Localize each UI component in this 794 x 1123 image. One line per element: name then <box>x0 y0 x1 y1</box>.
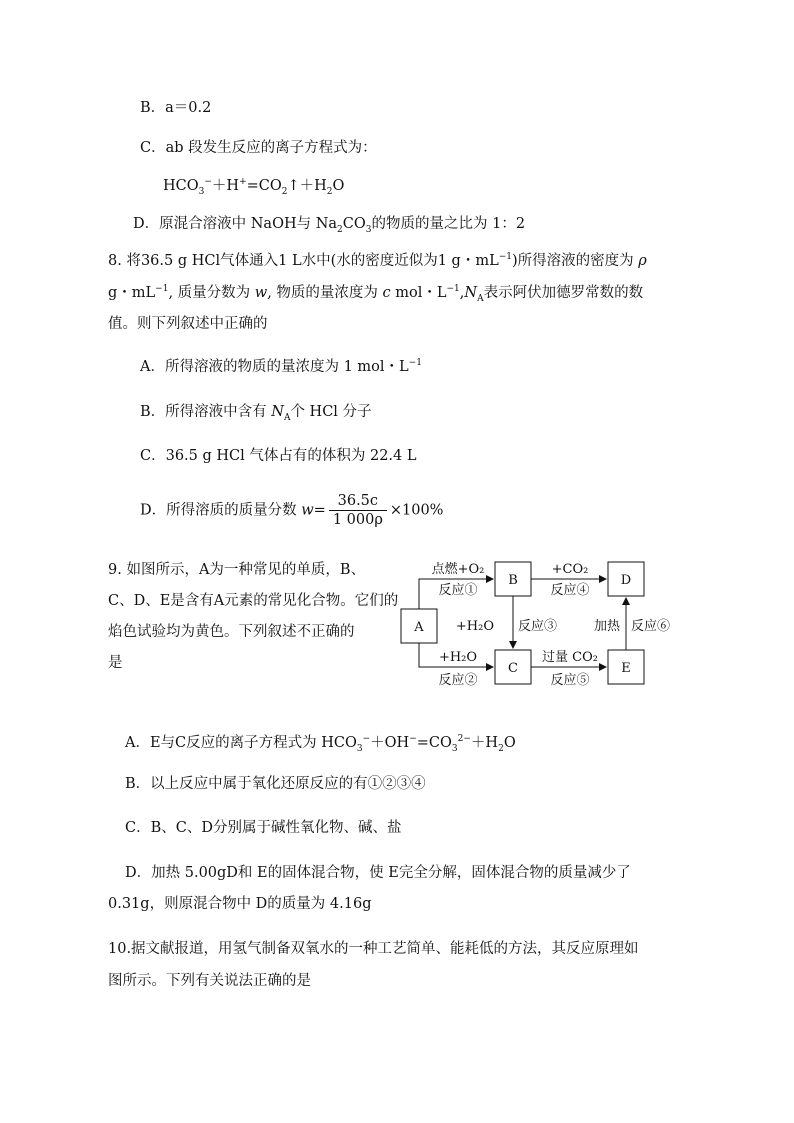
node-a-label: A <box>414 620 424 635</box>
q8-stem-line2: g・$mL^{-1}$, 质量分数为 w, 物质的量浓度为 c mol・$L^{-1},N_A$表示阿伏加德罗常数的数 <box>108 284 644 304</box>
node-c-label: C <box>508 661 518 676</box>
q9-option-a: A．E与C反应的离子方程式为 $HCO_3^-+OH^-=CO_3^{2-}+H_2O$ <box>125 734 516 754</box>
r4-label: 反应④ <box>550 583 590 598</box>
q8-option-b: B．所得溶液中含有 $N_A$个 HCl 分子 <box>140 404 372 423</box>
q9-option-d-line1: D．加热 5.00gD和 E的固体混合物，使 E完全分解，固体混合物的质量减少了 <box>125 865 631 881</box>
q8-stem-line1: 8. 将36.5 g HCl气体通入1 L水中(水的密度近似为1 g・$mL^{-1}$)所得溶液的密度为 ρ <box>108 252 647 269</box>
r4-condition: +CO₂ <box>551 562 589 577</box>
q9-option-b: B．以上反应中属于氧化还原反应的有①②③④ <box>125 776 426 792</box>
q8-stem-line3: 值。则下列叙述中正确的 <box>108 316 268 332</box>
node-d-label: D <box>620 573 632 588</box>
q7-option-b: B．a＝0.2 <box>140 100 212 116</box>
mass-fraction-formula: $\frac{36.5c}{1 000\rho}$ <box>329 492 387 529</box>
q9-stem-line2: C、D、E是含有A元素的常见化合物。它们的 <box>108 593 399 609</box>
r1-label: 反应① <box>438 583 478 598</box>
r2-condition: +H₂O <box>438 650 478 665</box>
q7-option-c-intro: C．ab 段发生反应的离子方程式为： <box>140 140 377 156</box>
node-e-label: E <box>621 661 631 676</box>
q9-stem-line1: 9. 如图所示，A为一种常见的单质，B、 <box>108 562 366 578</box>
r1-condition: 点燃+O₂ <box>431 562 485 577</box>
q9-stem-line3: 焰色试验均为黄色。下列叙述不正确的 <box>108 624 355 640</box>
r2-label: 反应② <box>438 673 478 688</box>
q9-option-c: C．B、C、D分别属于碱性氧化物、碱、盐 <box>125 820 402 836</box>
r6-condition: 加热 <box>593 619 620 634</box>
q7-option-c-equation: $HCO_3^-+H^+=CO_2↑+H_2O$ <box>163 177 345 197</box>
q7-option-d: D．原混合溶液中 NaOH与 $Na_2CO_3$的物质的量之比为 1：2 <box>133 216 526 235</box>
r5-condition: 过量 CO₂ <box>542 650 598 665</box>
r6-label: 反应⑥ <box>631 619 671 634</box>
reaction-diagram <box>398 553 671 693</box>
node-b-label: B <box>508 573 518 588</box>
q8-option-a: A．所得溶液的物质的量浓度为 1 mol・$L^{-1}$ <box>140 358 422 375</box>
q8-option-d: D．所得溶质的质量分数 w= $\frac{36.5c}{1 000\rho}$ ×100% <box>140 493 444 528</box>
r3-condition: +H₂O <box>455 619 494 634</box>
q9-stem-line4: 是 <box>108 655 123 671</box>
q10-stem-line1: 10.据文献报道，用氢气制备双氧水的一种工艺简单、能耗低的方法，其反应原理如 <box>108 941 639 957</box>
q10-stem-line2: 图所示。下列有关说法正确的是 <box>108 973 311 989</box>
r3-label: 反应③ <box>518 619 558 634</box>
r5-label: 反应⑤ <box>550 673 590 688</box>
q8-option-c: C．36.5 g HCl 气体占有的体积为 22.4 L <box>140 448 417 464</box>
q9-option-d-line2: 0.31g，则原混合物中 D的质量为 4.16g <box>108 896 372 912</box>
